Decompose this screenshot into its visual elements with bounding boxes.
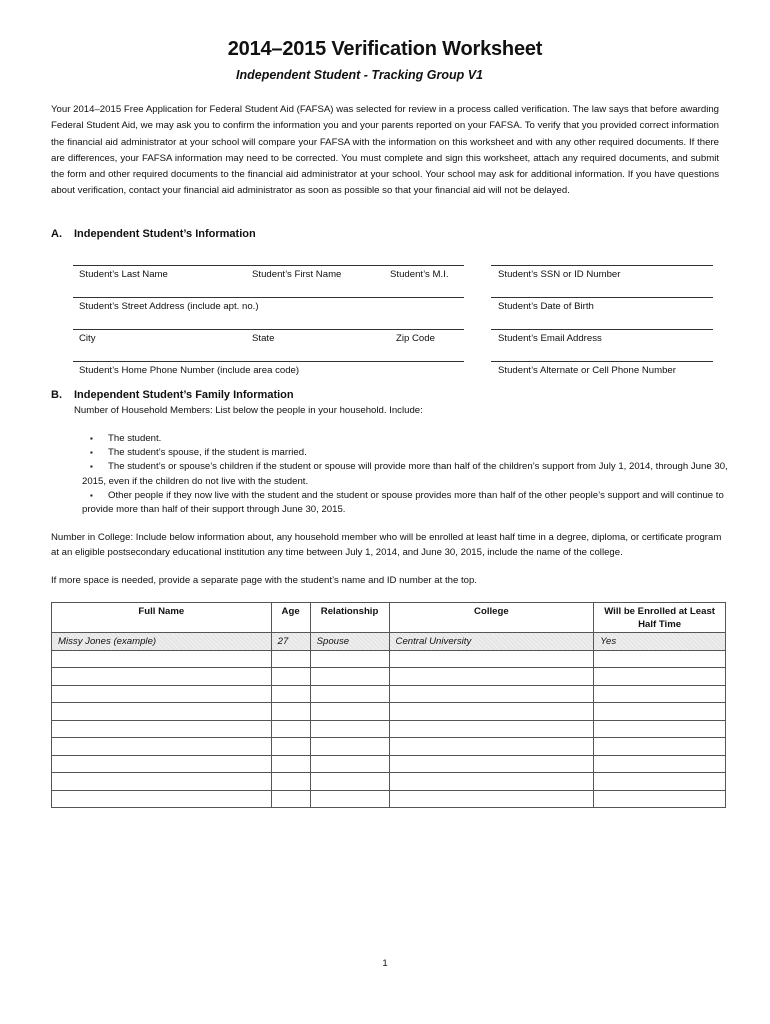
- table-row[interactable]: [52, 650, 726, 668]
- enrolled-cell[interactable]: [594, 720, 726, 738]
- relationship-cell[interactable]: [310, 790, 389, 808]
- bullet-icon: ▪: [90, 434, 93, 443]
- age-cell[interactable]: [271, 755, 310, 773]
- name-cell[interactable]: [52, 685, 272, 703]
- age-cell[interactable]: [271, 738, 310, 756]
- name-cell[interactable]: [52, 755, 272, 773]
- age-cell[interactable]: [271, 720, 310, 738]
- section-b-heading: [51, 389, 294, 401]
- age-cell[interactable]: [271, 773, 310, 791]
- example-college: Central University: [389, 633, 594, 651]
- intro-paragraph: Your 2014–2015 Free Application for Federal Student Aid (FAFSA) was selected for review in a process called verification. The law says that before awarding Federal Student Aid, we may ask you to confirm the information you and your parents reported on your FAFSA. To verify that you provided correct information the financial aid administrator at your school will compare your FAFSA with the information on this worksheet and with any other required documents. If there are differences, your FAFSA information may need to be corrected. You must complete and sign this worksheet, attach any required documents, and submit the form and other required documents to the financial aid administrator at your school. Your school may ask for additional information. If you have questions about verification, contact your financial aid administrator as soon as possible so that your financial aid will not be delayed.: [51, 104, 719, 197]
- college-cell[interactable]: [389, 738, 594, 756]
- ssn-field-line[interactable]: [491, 265, 713, 266]
- age-cell[interactable]: [271, 650, 310, 668]
- section-a-letter: A.: [51, 228, 62, 240]
- name-cell[interactable]: [52, 773, 272, 791]
- household-bullet-list: [72, 432, 732, 517]
- enrolled-header: Will be Enrolled at Least Half Time: [594, 603, 726, 633]
- college-cell[interactable]: [389, 790, 594, 808]
- age-cell[interactable]: [271, 703, 310, 721]
- section-b-letter: B.: [51, 389, 62, 401]
- table-row[interactable]: [52, 790, 726, 808]
- college-cell[interactable]: [389, 755, 594, 773]
- ssn-label: Student’s SSN or ID Number: [498, 269, 621, 280]
- relationship-cell[interactable]: [310, 650, 389, 668]
- relationship-cell[interactable]: [310, 755, 389, 773]
- street-field-line[interactable]: [73, 297, 464, 298]
- example-age: 27: [271, 633, 310, 651]
- example-enrolled: Yes: [594, 633, 726, 651]
- dob-label: Student’s Date of Birth: [498, 301, 594, 312]
- college-cell[interactable]: [389, 650, 594, 668]
- bullet-icon: ▪: [90, 448, 93, 458]
- city-state-zip-line[interactable]: [73, 329, 464, 330]
- household-intro: Number of Household Members: List below the people in your household. Include:: [74, 405, 423, 416]
- college-note: Number in College: Include below information about, any household member who will be enrolled at least half time in a degree, diploma, or certificate program at an eligible postsecondary educational institution any time between July 1, 2014, and June 30, 2015, include the name of the college.: [51, 532, 722, 558]
- relationship-cell[interactable]: [310, 703, 389, 721]
- mi-label: Student’s M.I.: [390, 269, 449, 280]
- zip-label: Zip Code: [396, 333, 435, 344]
- relationship-cell[interactable]: [310, 685, 389, 703]
- enrolled-cell[interactable]: [594, 738, 726, 756]
- enrolled-cell[interactable]: [594, 773, 726, 791]
- dob-field-line[interactable]: [491, 297, 713, 298]
- section-a-heading: [51, 228, 256, 240]
- list-item: ▪ The student’s spouse, if the student is married.: [72, 446, 732, 460]
- alt-phone-field-line[interactable]: [491, 361, 713, 362]
- relationship-cell[interactable]: [310, 738, 389, 756]
- table-row[interactable]: [52, 703, 726, 721]
- name-cell[interactable]: [52, 720, 272, 738]
- list-item: ▪ Other people if they now live with the student and the student or spouse provides more than half of the other people’s support and will continue to provide more than half of their support through June 30, 2015.: [82, 489, 724, 516]
- name-cell[interactable]: [52, 703, 272, 721]
- section-a-title: Independent Student’s Information: [74, 228, 256, 240]
- name-cell[interactable]: [52, 650, 272, 668]
- example-relationship: Spouse: [310, 633, 389, 651]
- college-cell[interactable]: [389, 685, 594, 703]
- city-label: City: [79, 333, 96, 344]
- alt-phone-label: Student’s Alternate or Cell Phone Number: [498, 365, 676, 376]
- relationship-cell[interactable]: [310, 668, 389, 686]
- last-name-label: Student’s Last Name: [79, 269, 168, 280]
- section-b-title: Independent Student’s Family Information: [74, 389, 294, 401]
- example-name: Missy Jones (example): [52, 633, 272, 651]
- college-cell[interactable]: [389, 773, 594, 791]
- name-cell[interactable]: [52, 738, 272, 756]
- enrolled-cell[interactable]: [594, 755, 726, 773]
- home-phone-label: Student’s Home Phone Number (include area code): [79, 365, 300, 376]
- name-fields-line[interactable]: [73, 265, 464, 266]
- college-cell[interactable]: [389, 703, 594, 721]
- enrolled-cell[interactable]: [594, 790, 726, 808]
- age-cell[interactable]: [271, 685, 310, 703]
- table-row[interactable]: [52, 738, 726, 756]
- college-cell[interactable]: [389, 668, 594, 686]
- page-title: 2014–2015 Verification Worksheet: [227, 38, 543, 60]
- college-cell[interactable]: [389, 720, 594, 738]
- page-number: 1: [382, 958, 388, 969]
- table-row[interactable]: [52, 668, 726, 686]
- age-cell[interactable]: [271, 668, 310, 686]
- email-label: Student’s Email Address: [498, 333, 602, 344]
- full-name-header: Full Name: [52, 603, 272, 633]
- space-note: If more space is needed, provide a separate page with the student’s name and ID number at the top.: [51, 575, 477, 586]
- relationship-cell[interactable]: [310, 720, 389, 738]
- relationship-header: Relationship: [310, 603, 389, 633]
- college-header: College: [389, 603, 594, 633]
- enrolled-cell[interactable]: [594, 668, 726, 686]
- list-item: ▪ The student.: [72, 432, 732, 446]
- table-row[interactable]: [52, 755, 726, 773]
- first-name-label: Student’s First Name: [252, 269, 342, 280]
- bullet-icon: ▪: [90, 490, 93, 500]
- email-field-line[interactable]: [491, 329, 713, 330]
- age-header: Age: [271, 603, 310, 633]
- enrolled-cell[interactable]: [594, 685, 726, 703]
- table-row[interactable]: [52, 773, 726, 791]
- home-phone-field-line[interactable]: [73, 361, 464, 362]
- table-header-row: [52, 603, 726, 633]
- bullet-icon: ▪: [90, 462, 93, 472]
- list-item: ▪ The student’s or spouse’s children if the student or spouse will provide more than half of the children’s support from July 1, 2014, through June 30, 2015, even if the children do not live with the student.: [82, 461, 728, 487]
- age-cell[interactable]: [271, 790, 310, 808]
- state-label: State: [252, 333, 275, 344]
- table-row[interactable]: [52, 720, 726, 738]
- name-cell[interactable]: [52, 790, 272, 808]
- example-row: [52, 633, 726, 651]
- enrolled-cell[interactable]: [594, 650, 726, 668]
- page-subtitle: Independent Student - Tracking Group V1: [236, 68, 484, 82]
- enrolled-cell[interactable]: [594, 703, 726, 721]
- name-cell[interactable]: [52, 668, 272, 686]
- household-table: [51, 602, 726, 808]
- table-row[interactable]: [52, 685, 726, 703]
- street-label: Student’s Street Address (include apt. no.): [79, 301, 259, 312]
- relationship-cell[interactable]: [310, 773, 389, 791]
